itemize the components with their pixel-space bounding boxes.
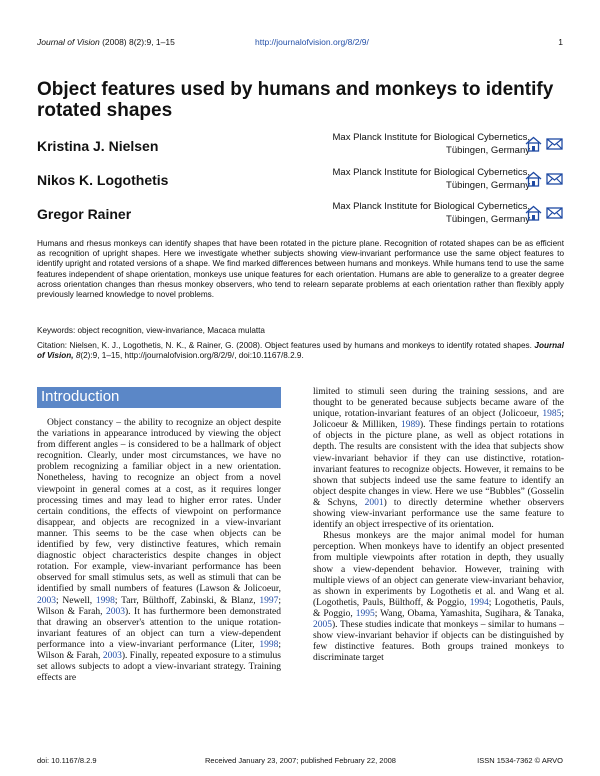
footer-received: Received January 23, 2007; published February 22, 2008: [205, 756, 396, 765]
citation: Citation: Nielsen, K. J., Logothetis, N. K., & Rainer, G. (2008). Object features used by humans and monkeys to identify rotated shapes. Journal of Vision, 8(2):9, 1–15, http://journalofvision.org/8/2/9/, doi:10.1167/8.2.9.: [37, 341, 564, 361]
citation-link[interactable]: 1994: [469, 597, 489, 608]
citation-link[interactable]: 1998: [259, 639, 279, 650]
intro-paragraph: Object constancy – the ability to recognize an object despite the variations in appearance introduced by viewing the object from different angles – is considered to be a hallmark of object recognition. Clearly, under most circumstances, we have no problem recognizing a familiar object in a new orientation. Nonetheless, having to recognize an object from a novel viewpoint in general comes at a cost, as it requires longer processing times and may lead to higher error rates. Under certain conditions, the effects of viewpoint on performance disappear, and objects are recognized in a view-invariant manner. This seems to be the case when objects can be identified by few, very distinctive features, which remain diagnostic object characteristics despite changes in object rotation. For example, view-invariant performance has been observed for small stimulus sets, as well as stimuli that can be identified by small numbers of features (Lawson & Jolicoeur, 2003; Newell, 1998; Tarr, Bülthoff, Zabinski, & Blanz, 1997; Wilson & Farah, 2003). It has furthermore been demonstrated that drawing an observer's attention to the unique rotation-invariant features of an object can turn a view-dependent performance into a view-invariant performance (Liter, 1998; Wilson & Farah, 2003). Finally, repeated exposure to a stimulus set allows subjects to adopt a view-invariant strategy. Training effects are: [37, 418, 281, 684]
citation-link[interactable]: 1997: [259, 595, 279, 606]
left-column: [37, 418, 281, 684]
author-name: Nikos K. Logothetis: [37, 172, 169, 188]
author-links: [525, 205, 563, 221]
right-column: [313, 387, 564, 664]
email-icon[interactable]: [546, 171, 563, 187]
journal-name: Journal of Vision: [37, 37, 100, 47]
running-header: [37, 37, 175, 47]
journal-issue: (2008) 8(2):9, 1–15: [102, 37, 175, 47]
author-links: [525, 136, 563, 152]
citation-link[interactable]: 1989: [401, 420, 420, 431]
email-icon[interactable]: [546, 136, 563, 152]
author-name: Kristina J. Nielsen: [37, 138, 159, 154]
article-url[interactable]: http://journalofvision.org/8/2/9/: [255, 37, 369, 47]
abstract: Humans and rhesus monkeys can identify shapes that have been rotated in the picture plane. Recognition of rotated shapes can be as efficient as recognition of upright shapes. Here we investigate whether subjects showing view-invariant performance use the same object features to identify upright and rotated versions of a shape. We find marked differences between humans and monkeys. While humans tend to use the same features independent of shape orientation, monkeys use unique features for each orientation. Humans are able to generalize to a greater degree across orientation changes than rhesus monkey observers, who tend to relearn separate problems at each orientation rather than flexibly apply previously learned knowledge to novel problems.: [37, 239, 564, 300]
author-affiliation: Max Planck Institute for Biological Cybernetics, Tübingen, Germany: [332, 201, 530, 225]
home-icon[interactable]: [525, 136, 542, 152]
keywords: Keywords: object recognition, view-invariance, Macaca mulatta: [37, 326, 265, 335]
page-number: 1: [558, 37, 563, 47]
author-affiliation: Max Planck Institute for Biological Cybernetics, Tübingen, Germany: [332, 132, 530, 156]
citation-link[interactable]: 2003: [37, 595, 56, 606]
citation-link[interactable]: 2003: [102, 650, 122, 661]
intro-paragraph: limited to stimuli seen during the training sessions, and are thought to be generated because subjects became aware of the unique, rotation-invariant features of an object (Jolicoeur, 1985; Jolicoeur & Milliken, 1989). These findings pertain to rotations of objects in the picture plane, as well as object rotations in depth. The results are consistent with the idea that subjects show view-invariant behavior if they can use distinctive, rotation-invariant features to recognize objects. However, it remains to be shown that subjects indeed use the same feature to identify an object despite changes in view. Here we use “Bubbles” (Gosselin & Schyns, 2001) to directly determine whether observers showing view-invariant performance use the same feature to identify an object irrespective of its orientation.: [313, 387, 565, 531]
author-name: Gregor Rainer: [37, 206, 132, 222]
intro-paragraph: Rhesus monkeys are the major animal model for human perception. When monkeys have to identify an object presented from multiple viewpoints after rotation in depth, they usually show a view-dependent behavior. However, training with multiple views of an object can generate view-invariant behavior, as shown in experiments by Logothetis et al. and Wang et al. (Logothetis, Pauls, Bülthoff, & Poggio, 1994; Logothetis, Pauls, & Poggio, 1995; Wang, Obama, Yamashita, Sugihara, & Tanaka, 2005). These studies indicate that monkeys – similar to humans – show view-invariant behavior if objects can be distinguished by few distinctive features. Both groups trained monkeys to discriminate target: [313, 531, 565, 664]
citation-link[interactable]: 1998: [95, 595, 115, 606]
footer-issn: ISSN 1534-7362 © ARVO: [477, 756, 563, 765]
home-icon[interactable]: [525, 205, 542, 221]
citation-link[interactable]: 1985: [542, 409, 562, 420]
home-icon[interactable]: [525, 171, 542, 187]
citation-journal: Journal of Vision,: [37, 341, 564, 361]
email-icon[interactable]: [546, 205, 563, 221]
citation-link[interactable]: 2005: [313, 619, 332, 630]
footer-doi: doi: 10.1167/8.2.9: [37, 756, 97, 765]
article-title: Object features used by humans and monkeys to identify rotated shapes: [37, 79, 554, 121]
author-links: [525, 171, 563, 187]
section-title: Introduction: [41, 388, 120, 405]
citation-link[interactable]: 2003: [105, 606, 125, 617]
section-heading-band: [37, 387, 281, 408]
citation-volume: 8: [75, 351, 81, 361]
citation-link[interactable]: 2001: [364, 497, 384, 508]
author-affiliation: Max Planck Institute for Biological Cybernetics, Tübingen, Germany: [332, 167, 530, 191]
citation-link[interactable]: 1995: [355, 608, 375, 619]
